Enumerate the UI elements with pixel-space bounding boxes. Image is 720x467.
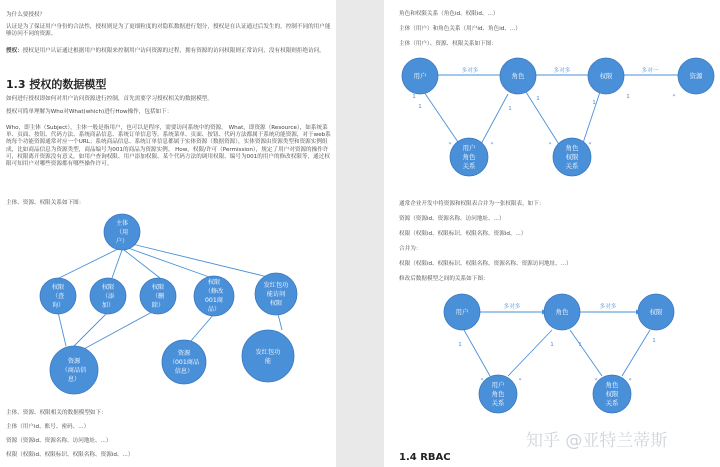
d2-node-role-perm-3: 关系 — [605, 399, 619, 407]
d1-mark-4: 1 — [536, 96, 540, 102]
d2-node-role: 角色 — [555, 308, 569, 316]
node-perm-add-2: （添 — [101, 293, 115, 300]
paragraph-intro: 如何进行授权即如何对用户访问资源进行控制，首先需要学习授权相关的数据模型。 — [6, 96, 213, 102]
permission-tree-diagram — [0, 0, 336, 467]
d2-mark-3: * — [518, 378, 522, 384]
d1-edge-label-role-perm: 多对多 — [553, 68, 571, 74]
left-page — [0, 0, 336, 467]
line-diagram2-intro: 修改后数据模型之间的关系如下图： — [399, 276, 489, 282]
node-resource-001-2: （001商品 — [168, 359, 200, 366]
authorization-label: 授权： — [6, 48, 23, 54]
d2-node-role-perm-1: 角色 — [605, 381, 619, 389]
right-page — [384, 0, 720, 467]
d1-mark-8: 1 — [626, 94, 630, 100]
node-subject-line3: 户） — [115, 238, 129, 245]
d2-node-user-role-2: 角色 — [491, 390, 505, 398]
d1-node-role-perm-2: 权限 — [565, 153, 579, 161]
node-resource-001-3: 信息） — [174, 368, 194, 375]
d2-mark-4: 1 — [578, 342, 582, 348]
paragraph-who-what-how: 授权可简单理解为Who对What(which)进行How操作，包括如下： — [6, 109, 173, 115]
d1-mark-3: * — [490, 142, 494, 148]
d1-node-role-perm-1: 角色 — [565, 144, 579, 152]
node-subject-line2: （用 — [115, 229, 129, 236]
paragraph-subject-model: 主体（用户id、账号、密码、...） — [6, 424, 90, 430]
line-merge-label: 合并为： — [399, 246, 422, 252]
node-perm-delete-1: 权限 — [151, 284, 165, 291]
d1-node-role-perm-3: 关系 — [565, 162, 579, 170]
d1-mark-9: 1 — [412, 94, 416, 100]
node-perm-modify-2: （修改 — [204, 288, 224, 295]
d1-node-role: 角色 — [511, 72, 525, 80]
node-perm-modify-4: 品） — [207, 306, 221, 313]
node-resource-001-1: 资源 — [177, 350, 191, 357]
d2-mark-6: * — [628, 378, 632, 384]
node-resource-goods-2: （商品信 — [61, 367, 87, 374]
d1-node-resource: 资源 — [689, 72, 703, 80]
line-role-permission: 角色和权限关系（角色id、权限id、...） — [399, 11, 499, 17]
line-permission-model: 权限（权限id、权限标识、权限名称、资源id、...） — [399, 231, 527, 237]
section-heading-1-3: 1.3 授权的数据模型 — [6, 78, 107, 91]
line-merged-permission: 权限（权限id、权限标识、权限名称、资源名称、资源访问地址、...） — [399, 261, 572, 267]
question-heading: 为什么要授权？ — [6, 12, 46, 18]
d2-edge-label-user-role: 多对多 — [503, 304, 521, 310]
authorization-text: 授权是用户认证通过根据用户的权限来控制用户访问资源的过程，拥有资源的访问权限则正常访问，没有权限则拒绝访问。 — [22, 48, 325, 54]
line-user-role: 主体（用户）和角色关系（用户id、角色id、...） — [399, 26, 521, 32]
node-perm-delete-3: 除） — [151, 302, 165, 309]
d2-mark-1: * — [480, 378, 484, 384]
d1-edge-label-perm-resource: 多对一 — [641, 68, 659, 74]
d1-node-user-role-2: 角色 — [462, 153, 476, 161]
node-resource-goods-3: 息） — [67, 376, 81, 383]
d2-mark-2: 1 — [550, 342, 554, 348]
paragraph-auth-purpose: 认证是为了保证用户身份的合法性，授权则是为了更细粒度的对隐私数据进行划分，授权是在认证通过后发生的，控制不同的用户能够访问不同的资源。 — [6, 24, 331, 38]
node-redpacket-1: 发红包功 — [255, 349, 281, 356]
d1-node-user-role-3: 关系 — [462, 162, 476, 170]
d1-mark-6: 1 — [592, 100, 596, 106]
paragraph-definitions: Who，即主体（Subject），主体一般是指用户，也可以是程序，需要访问系统中的资源。 What，即资源（Resource），如系统菜单、页面、按钮、代码方法、系统商品信息、系统订单信息等。系统菜单、页面、按钮、代码方法都属于系统功能资源，对于web系统每个功能资源通常对应一个URL；系统商品信息、系统订单信息都属于实体资源（数据资源），实体资源由资源类型和资源实例组成，比如商品信息为资源类型，商品编号为001的商品为资源实例。 How，权限/许可（Permission），规定了用户对资源的操作许可，权限离开资源没有意义，如用户查询权限、用户添加权限、某个代码方法的调用权限、编号为001的用户的修改权限等，通过权限可知用户对哪些资源都有哪些操作许可。 — [6, 125, 331, 168]
d1-mark-0: 1 — [418, 104, 422, 110]
node-perm-query-2: （查 — [51, 293, 65, 300]
node-redpacket-perm-2: 能访问 — [266, 291, 286, 298]
node-redpacket-perm-1: 发红包功 — [263, 282, 289, 289]
d2-node-role-perm-2: 权限 — [605, 390, 619, 398]
d2-node-permission: 权限 — [649, 308, 663, 316]
d1-node-user: 用户 — [413, 72, 427, 80]
d2-node-user-role-1: 用户 — [491, 381, 505, 389]
node-perm-modify-1: 权限 — [207, 279, 221, 286]
d2-mark-5: * — [594, 378, 598, 384]
d1-node-user-role-1: 用户 — [462, 144, 476, 152]
d1-mark-1: * — [448, 142, 452, 148]
node-perm-query-1: 权限 — [51, 284, 65, 291]
node-perm-add-3: 加） — [101, 302, 115, 309]
d1-edge-label-user-role: 多对多 — [461, 68, 479, 74]
d1-node-permission: 权限 — [599, 72, 613, 80]
node-redpacket-perm-3: 权限 — [269, 300, 283, 307]
d2-mark-0: 1 — [458, 342, 462, 348]
node-perm-add-1: 权限 — [101, 284, 115, 291]
paragraph-permission-model: 权限（权限id、权限标识、权限名称、资源id、...） — [6, 452, 134, 458]
watermark-text: 知乎 @亚特兰蒂斯 — [526, 431, 668, 451]
node-perm-delete-2: （删 — [151, 293, 165, 300]
section-heading-rbac: 1.4 RBAC — [399, 452, 451, 463]
node-resource-goods-1: 资源 — [67, 358, 81, 365]
d1-mark-7: * — [588, 142, 592, 148]
node-subject-line1: 主体 — [115, 220, 129, 227]
node-perm-modify-3: 001商 — [205, 297, 223, 304]
d2-mark-7: 1 — [652, 338, 656, 344]
paragraph-tree-intro: 主体、资源、权限关系如下图： — [6, 200, 85, 206]
d2-edge-label-role-perm: 多对多 — [599, 304, 617, 310]
paragraph-resource-model: 资源（资源id、资源名称、访问地址、...） — [6, 438, 112, 444]
d2-node-user: 用户 — [455, 308, 469, 316]
d2-node-user-role-3: 关系 — [491, 399, 505, 407]
node-perm-query-3: 询） — [51, 302, 65, 309]
paragraph-data-model-intro: 主体、资源、权限相关的数据模型如下： — [6, 410, 107, 416]
d1-mark-2: 1 — [508, 106, 512, 112]
line-diagram1-intro: 主体（用户）、资源、权限关系如下图： — [399, 41, 497, 47]
line-merge-intro: 通常企业开发中将资源和权限表合并为一张权限表，如下： — [399, 201, 545, 207]
d1-mark-5: * — [548, 142, 552, 148]
d1-mark-10: * — [672, 94, 676, 100]
node-redpacket-2: 能 — [264, 358, 272, 365]
line-resource-model: 资源（资源id、资源名称、访问地址、...） — [399, 216, 505, 222]
